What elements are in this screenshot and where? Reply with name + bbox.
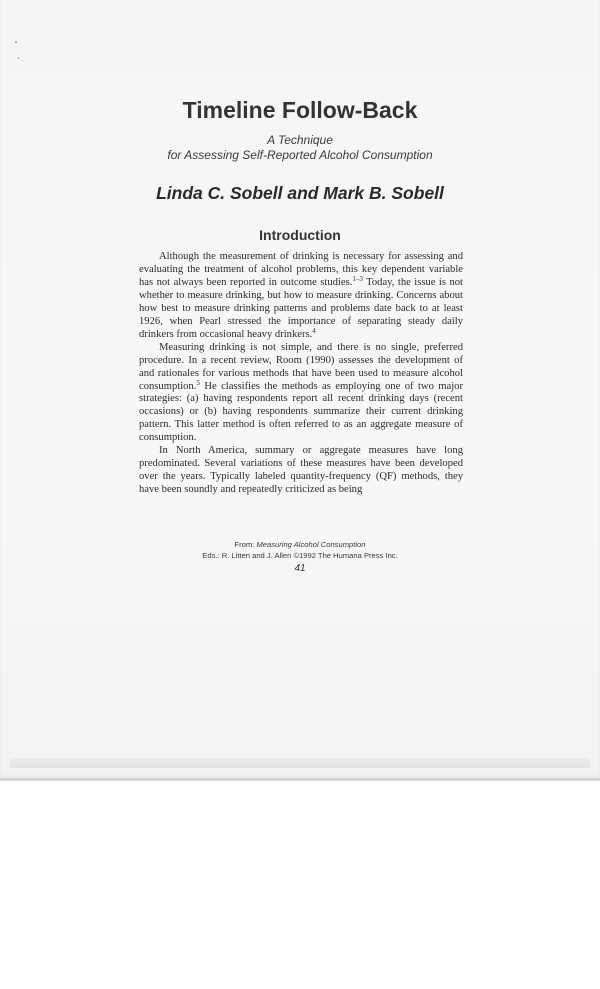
scan-speck xyxy=(15,41,17,43)
scan-speck xyxy=(22,60,23,61)
article-authors: Linda C. Sobell and Mark B. Sobell xyxy=(156,183,444,203)
paragraph-2: Measuring drinking is not simple, and there is no single, preferred procedure. In a recent review, Room (1990) assesses the development of and rationales for various methods that have been used to measure alcohol consumption.$^5$ He classifies the methods as employing one of two major strategies: (a) having respondents report all recent drinking days (recent occasions) or (b) having respondents summarize their current drinking pattern. This latter method is often referred to as an aggregate measure of consumption. xyxy=(139,341,463,444)
footer-from-label: From: xyxy=(234,540,255,549)
article-subtitle-line2: for Assessing Self-Reported Alcohol Consumption xyxy=(167,148,433,162)
citation-ref: 1–3 xyxy=(352,274,363,283)
paragraph-1: Although the measurement of drinking is necessary for assessing and evaluating the treatment of alcohol problems, this key dependent variable has not always been reported in outcome studies.$^{1-3}$ Today, the issue is not whether to measure drinking, but how to measure drinking. Concerns about how best to measure drinking patterns and problems date back to at least 1926, when Pearl stressed the importance of separating steady daily drinkers from occasional heavy drinkers.$^4$ xyxy=(139,251,463,340)
body-text xyxy=(139,251,463,497)
citation-ref: 5 xyxy=(196,378,200,387)
section-heading: Introduction xyxy=(259,227,341,243)
article-subtitle-line1: A Technique xyxy=(267,133,333,147)
paragraph-3: In North America, summary or aggregate measures have long predominated. Several variations of these measures have been developed over the years. Typically labeled quantity-frequency (QF) methods, they have been soundly and repeatedly criticized as being xyxy=(139,445,463,496)
footer-book-title: Measuring Alcohol Consumption xyxy=(256,540,366,549)
article-title: Timeline Follow-Back xyxy=(182,97,418,123)
page-number: 41 xyxy=(294,563,306,574)
scan-bottom-edge xyxy=(10,758,590,768)
scan-speck xyxy=(18,57,19,59)
footer-source xyxy=(0,540,600,549)
footer-editors: Eds.: R. Litten and J. Allen ©1992 The Humana Press Inc. xyxy=(202,551,398,560)
citation-ref: 4 xyxy=(312,326,316,335)
